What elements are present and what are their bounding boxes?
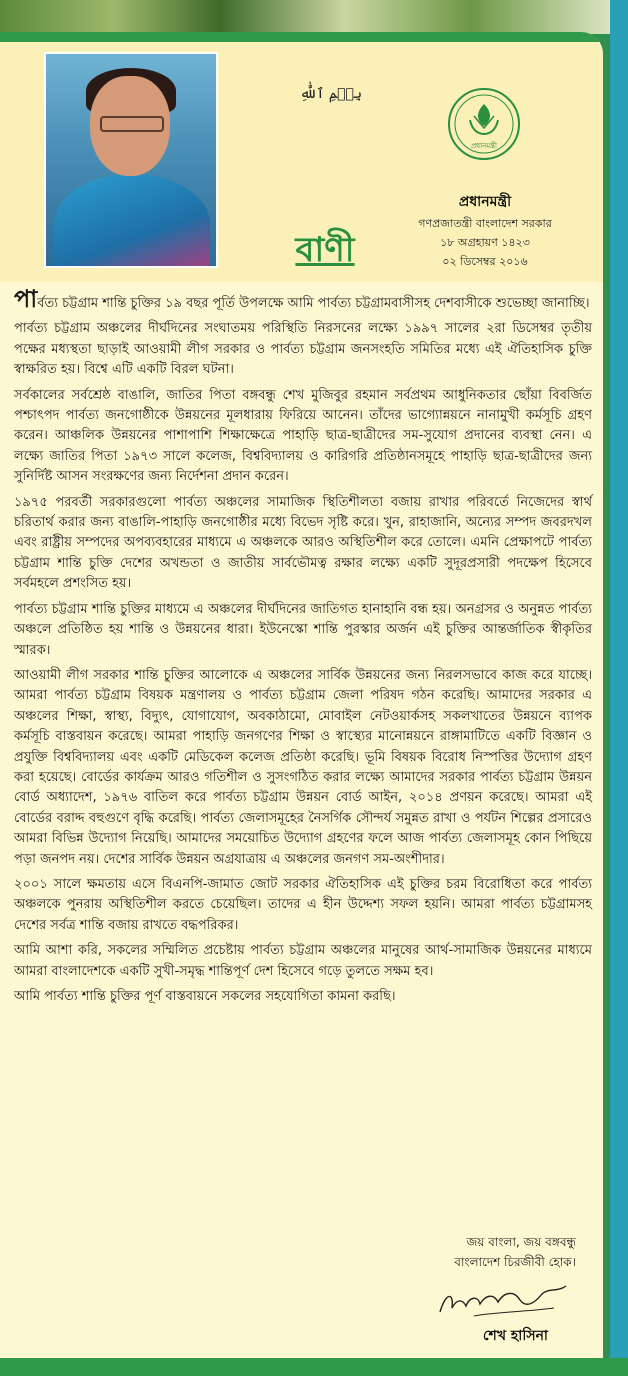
portrait-saree xyxy=(54,174,210,268)
government-name: গণপ্রজাতন্ত্রী বাংলাদেশ সরকার xyxy=(418,217,552,230)
message-heading: বাণী xyxy=(295,230,355,270)
portrait-glasses xyxy=(100,116,164,132)
signer-name: শেখ হাসিনা xyxy=(482,1328,548,1344)
paragraph-9: আমি পার্বত্য শান্তি চুক্তির পূর্ণ বাস্তবায়নে সকলের সহযোগিতা কামনা করছি। xyxy=(14,989,396,1004)
paragraph-5: পার্বত্য চট্টগ্রাম শান্তি চুক্তির মাধ্যমে এ অঞ্চলের দীর্ঘদিনের জাতিগত হানাহানি বন্ধ হয়। অনগ্রসর ও অনুন্নত পার্বত্য অঞ্চলে প্রতিষ্ঠিত হয় শান্তি ও উন্নয়নের ধারা। ইউনেস্কো শান্তি পুরস্কার অর্জন এই চুক্তির আন্তর্জাতিক স্বীকৃতির স্মারক। xyxy=(14,601,592,658)
paragraph-3: সর্বকালের সর্বশ্রেষ্ঠ বাঙালি, জাতির পিতা বঙ্গবন্ধু শেখ মুজিবুর রহমান সর্বপ্রথম আধুনিকতার ছোঁয়া বিবর্জিত পশ্চাৎপদ পার্বত্য জনগোষ্ঠীকে উন্নয়নের মূলধারায় ফিরিয়ে আনেন। তাঁদের ভাগ্যোন্নয়নে নানামুখী কর্মসূচি গ্রহণ করেন। আঞ্চলিক উন্নয়নের পাশাপাশি শিক্ষাক্ষেত্রে পাহাড়ি ছাত্র-ছাত্রীদের সম-সুযোগ প্রদানের ব্যবস্থা নেন। এ লক্ষ্যে জাতির পিতা ১৯৭৩ সালে কলেজ, বিশ্ববিদ্যালয় ও কারিগরি প্রতিষ্ঠানসমূহে পাহাড়ি ছাত্র-ছাত্রীদের জন্য সুনির্দিষ্ট আসন সংরক্ষণের জন্য নির্দেশনা প্রদান করেন। xyxy=(14,387,592,485)
message-card xyxy=(0,32,603,1358)
handwritten-signature xyxy=(434,1282,574,1322)
emblem-caption: প্রধানমন্ত্রী xyxy=(470,142,498,150)
paragraph-1-text: র্বত্য চট্টগ্রাম শান্তি চুক্তির ১৯ বছর পূর্তি উপলক্ষে আমি পার্বত্য চট্টগ্রামবাসীসহ দেশবাসীকে শুভেচ্ছা জানাচ্ছি। xyxy=(37,296,590,311)
drop-cap: পা xyxy=(14,285,38,313)
closing-line-1: জয় বাংলা, জয় বঙ্গবন্ধু xyxy=(466,1235,576,1249)
date-english: ০২ ডিসেম্বর ২০১৬ xyxy=(442,255,528,268)
paragraph-1 xyxy=(14,285,592,314)
closing-line-2: বাংলাদেশ চিরজীবী হোক। xyxy=(454,1255,576,1269)
pm-details xyxy=(380,214,590,271)
paragraph-7: ২০০১ সালে ক্ষমতায় এসে বিএনপি-জামাত জোট সরকার ঐতিহাসিক এই চুক্তির চরম বিরোধিতা করে পার্বত্য অঞ্চলকে পুনরায় অস্থিতিশীল করতে চেয়েছিল। তাদের এ হীন উদ্দেশ্য সফল হয়নি। আমরা পার্বত্য চট্টগ্রামসহ দেশের সর্বত্র শান্তি বজায় রাখতে বদ্ধপরিকর। xyxy=(14,876,592,933)
pm-office-emblem-icon xyxy=(446,86,522,162)
top-green-bar xyxy=(0,32,603,42)
paragraph-2: পার্বত্য চট্টগ্রাম অঞ্চলের দীর্ঘদিনের সংঘাতময় পরিস্থিতি নিরসনের লক্ষ্যে ১৯৯৭ সালের ২রা ডিসেম্বর তৃতীয় পক্ষের মধ্যস্থতা ছাড়াই আওয়ামী লীগ সরকার ও পার্বত্য চট্টগ্রাম জনসংহতি সমিতির মধ্যে এই ঐতিহাসিক চুক্তি স্বাক্ষরিত হয়। বিশ্বে এটি একটি বিরল ঘটনা। xyxy=(14,321,592,378)
message-body xyxy=(14,285,592,1012)
right-border-strip xyxy=(610,0,628,1376)
closing-slogan xyxy=(376,1232,576,1272)
pm-title: প্রধানমন্ত্রী xyxy=(458,194,512,210)
bismillah-calligraphy: بِسۡمِ ٱللَّٰهِ xyxy=(299,86,363,102)
prime-minister-portrait xyxy=(44,52,218,268)
paragraph-6: আওয়ামী লীগ সরকার শান্তি চুক্তির আলোকে এ অঞ্চলের সার্বিক উন্নয়নের জন্য নিরলসভাবে কাজ করে যাচ্ছে। আমরা পার্বত্য চট্টগ্রাম বিষয়ক মন্ত্রণালয় ও পার্বত্য চট্টগ্রাম জেলা পরিষদ গঠন করেছি। আমাদের সরকার এ অঞ্চলের শিক্ষা, স্বাস্থ্য, বিদ্যুৎ, যোগাযোগ, অবকাঠামো, মোবাইল নেটওয়ার্কসহ সকলখাতের উন্নয়নে ব্যাপক কর্মসূচি বাস্তবায়ন করেছে। আমরা পাহাড়ি জনগণের শিক্ষা ও স্বাস্থ্যের মানোন্নয়নে রাঙ্গামাটিতে একটি বিজ্ঞান ও প্রযুক্তি বিশ্ববিদ্যালয় এবং একটি মেডিকেল কলেজ প্রতিষ্ঠা করেছি। ভূমি বিষয়ক বিরোধ নিস্পত্তির উদ্যোগ গ্রহণ করা হয়েছে। বোর্ডের কার্যক্রম আরও গতিশীল ও সুসংগঠিত করার লক্ষ্যে আমাদের সরকার পার্বত্য চট্টগ্রাম উন্নয়ন বোর্ড অধ্যাদেশ, ১৯৭৬ বাতিল করে পার্বত্য চট্টগ্রাম উন্নয়ন বোর্ড আইন, ২০১৪ প্রণয়ন করেছে। আমরা এই বোর্ডের বরাদ্দ বহুগুণে বৃদ্ধি করেছি। পার্বত্য জেলাসমূহের নৈসর্গিক সৌন্দর্য সমুন্নত রাখা ও পর্যটন শিল্পের প্রসারেও আমরা বিভিন্ন উদ্যোগ নিয়েছি। আমাদের সময়োচিত উদ্যোগ গ্রহণের ফলে আজ পার্বত্য জেলাসমূহ কোন পিছিয়ে পড়া জনপদ নয়। দেশের সার্বিক উন্নয়ন অগ্রযাত্রায় এ অঞ্চলের জনগণ সম-অংশীদার। xyxy=(14,667,592,867)
paragraph-8: আমি আশা করি, সকলের সম্মিলিত প্রচেষ্টায় পার্বত্য চট্টগ্রাম অঞ্চলের মানুষের আর্থ-সামাজিক উন্নয়নের মাধ্যমে আমরা বাংলাদেশকে একটি সুখী-সমৃদ্ধ শান্তিপূর্ণ দেশ হিসেবে গড়ে তুলতে সক্ষম হব। xyxy=(14,943,592,979)
paragraph-4: ১৯৭৫ পরবর্তী সরকারগুলো পার্বত্য অঞ্চলের সামাজিক স্থিতিশীলতা বজায় রাখার পরিবর্তে নিজেদের স্বার্থ চরিতার্থ করার জন্য বাঙালি-পাহাড়ি জনগোষ্ঠীর মধ্যে বিভেদ সৃষ্টি করে। খুন, রাহাজানি, অন্যের সম্পদ জবরদখল এবং রাষ্ট্রীয় সম্পদের অপব্যবহারের মাধ্যমে এ অঞ্চলকে আরও অস্থিতিশীল করে তোলে। এমনি প্রেক্ষাপটে পার্বত্য চট্টগ্রাম শান্তি চুক্তি দেশের অখন্ডতা ও জাতীয় সার্বভৌমত্ব রক্ষার লক্ষ্যে একটি সুদূরপ্রসারী পদক্ষেপ হিসেবে সর্বমহলে প্রশংসিত হয়। xyxy=(14,494,592,592)
message-header xyxy=(0,42,603,282)
date-bangla: ১৮ অগ্রহায়ণ ১৪২৩ xyxy=(440,236,530,249)
header-banner-photo xyxy=(0,0,628,34)
bottom-green-bar xyxy=(0,1358,628,1376)
